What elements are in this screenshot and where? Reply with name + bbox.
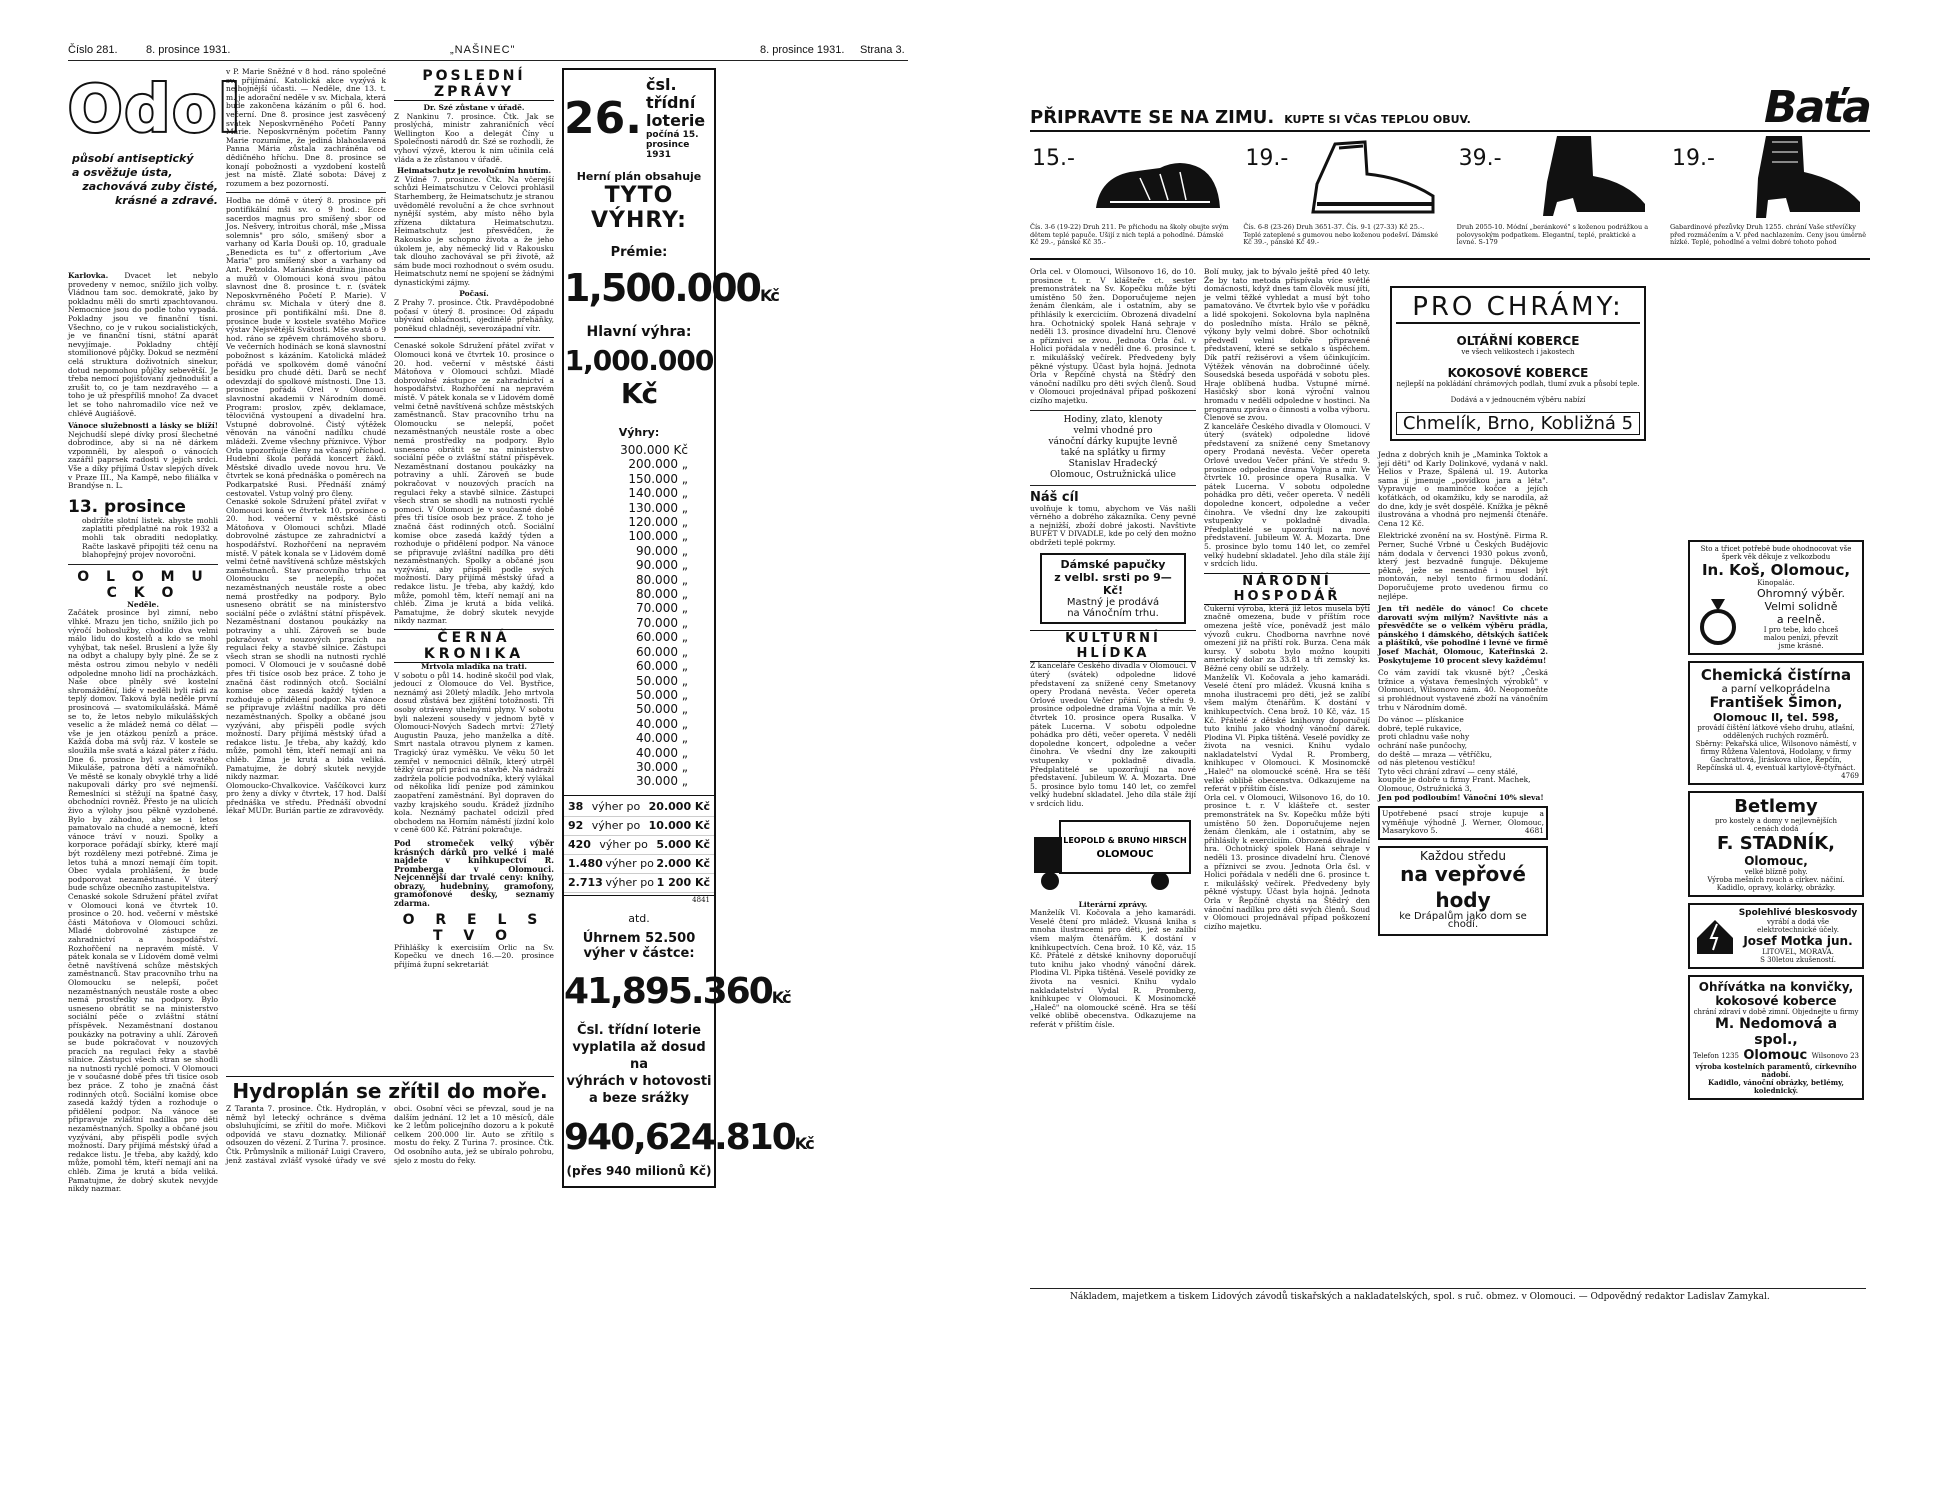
damske-l1: Dámské papučky bbox=[1060, 558, 1166, 572]
pro-chramy-ad bbox=[1390, 286, 1646, 441]
damske-l2: z velbl. srsti po 9— Kč! bbox=[1054, 571, 1172, 598]
kos-l2: Velmi solidně bbox=[1764, 600, 1838, 613]
kulturni-hlidka-title: KULTURNÍ HLÍDKA bbox=[1030, 630, 1196, 662]
kos-name: In. Koš, Olomouc, bbox=[1701, 561, 1851, 579]
ohrivatka-t5: Olomouc bbox=[1743, 1048, 1808, 1063]
church-text-more: Cenaské sokole Sdružení přátel zvířat v Olomouci koná ve čtvrtek 10. prosince o 20. hod. večerní v městské části Mátoňova v Olomouci schůzi. Mladé dobrovolné zástupce ze zahradnictví a hospodářství. Rozhořčení na nepravém místě. V pátek konala se v Lidovém domě velmi četně navštívená schůze městských zaměstnanců. Stav pracovního trhu na Olomoucku se nelepší, počet nezaměstnaných neustále roste a obec nemá prostředky na podpory. Bylo usneseno obrátit se na ministerstvo sociální péče o zvláštní státní příspěvek. Nezaměstnaní dostanou poukázky na potraviny a uhlí. Zároveň se bude pokračovat v nouzových pracích na regulaci řeky a stavbě silnice. Zástupci všech stran se shodli na nutnosti rychlé pomoci. V Olomouci je v současné době přes tři tisíce osob bez práce. Z toho je značná část rodinných otců. Sociální komise obce zasedá každý týden a rozhoduje o přidělení podpor. Na vánoce se připravuje zvláštní nadílka pro děti nezaměstnaných. Spolky a občané jsou vyzýváni, aby přispěli podle svých možností. Dary přijímá městský úřad a redakce listu. Je třeba, aby každý, kdo může, pomohl těm, kteří nemají ani na chléb. Zima je krutá a bída veliká. Pamatujme, že dobrý skutek nevyjde nikdy nazmar. bbox=[226, 497, 386, 782]
prize-row-text: výher po bbox=[591, 799, 641, 813]
house-lightning-icon bbox=[1693, 914, 1737, 958]
vanoce-head: Vánoce služebnosti a lásky se blíží! bbox=[68, 421, 218, 431]
col3-text bbox=[1378, 451, 1548, 936]
karlovka-text: Dvacet let nebylo provedeny v nemoc, snížilo jich volby. Vládnou tam soc. demokraté, jako by pokladnu měli do smrti zpachtovanou. Nemocnice jsou do podle toho vypadá. Pokladny jsou ve finanční tísni. Všechno, co je v rukou socialistických, je ve finanční tísni, státní aparát nevyjímaje. Pokladny chtějí stomilionové půjčky. Dokud se nezmění celá struktura doživotních sinekur, dotud nepomohou půjčky sebevětší. Je třeba nemocí pojištovaní zjednodušit a zrušit to, co je tam nezdravého — a toho je už přespříliš mnoho! Za dvacet let se toho nahromadilo více než ve chlévě Augiášově. bbox=[68, 271, 218, 418]
betlemy-t6: velké blízně pohy. bbox=[1744, 868, 1808, 876]
lottery-hlavni-label: Hlavní výhra: bbox=[586, 324, 692, 340]
do-vanoc-line-9: Olomouc, Ostružnická 3, bbox=[1378, 783, 1472, 793]
prize-item: 30.000 „ bbox=[635, 774, 688, 789]
simon-t2: a parní velkoprádelna bbox=[1721, 684, 1831, 695]
prize-item: 50.000 „ bbox=[635, 673, 688, 688]
ohrivatka-t3: chrání zdraví v době zimní. Objednejte u firmy bbox=[1693, 1008, 1859, 1016]
prize-item: 130.000 „ bbox=[628, 500, 688, 515]
prize-item: 40.000 „ bbox=[635, 716, 688, 731]
col2-text-more: Z kanceláře Českého divadla v Olomouci. V úterý (svátek) odpoledne lidové představení za snížené ceny Smetanovy opery Prodaná nevěsta. Večer opereta Orlové uvedou Večer přání. Ve středu 9. prosince odpoledne drama Vojna a mír. Ve čtvrtek 10. prosince opera Rusalka. V pátek Lucerna. V sobotu odpoledne pohádka pro děti, večer opereta. V neděli dopoledne koncert, odpoledne a večer činohra. Ve všední dny lze zakoupiti vstupenky v pokladně divadla. Předplatitelé se upozorňují na nové představení. Jubileum W. A. Mozarta. Dne 5. prosince bylo tomu 140 let, co zemřel velký hudební skladatel. Jeho díla stále žijí v srdcích lidu. bbox=[1204, 421, 1370, 569]
kos-ad bbox=[1688, 540, 1864, 655]
right-page bbox=[1010, 0, 1958, 1500]
prize-item: 30.000 „ bbox=[635, 759, 688, 774]
snow-boot-icon bbox=[1305, 134, 1441, 222]
betlemy-t2: pro kostely a domy v nejlevnějších bbox=[1714, 817, 1838, 825]
pro-chramy-title: PRO CHRÁMY: bbox=[1396, 292, 1640, 324]
kos-l6: jsme krásné. bbox=[1778, 642, 1824, 650]
church-text-b: Hodba ne dómě v úterý 8. prosince při pontifikální mši sv. o 9 hod.: Ecce sacerdos magnus pro smíšený sbor od Jos. Nešvery, introitus chorál, mše „Missa solemnis" pro sólo, smíšený sbor a varhany od Karla Douši op. 10, graduale „Benedicta es tu" z offertorium „Ave Maria" pro smíšený sbor a varhany od Ant. Petzolda. Mariánské družina jinocha a mužů v Olomouci koná svou pátou slavnost dne 8. prosince t. r. (svátek Neposkvrněného Početí P. Marie). V chrámu sv. Michala v úterý dne 8. prosince při pontifikální mši. Dne 8. prosince bude v kostele svatého Mořice výstav Nejsvětější Svátosti. Mše svatá o 9 hod. ráno se zpěvem chrámového sboru. Ve večerních hodinách se koná slavnostní pobožnost s kázáním. Katolická mládež pořádá ve spolkovém domě vánoční besídku pro chudé děti. Darů se nechť odevzdají do spolkové místnosti. Dne 13. prosince pořádá Orel v Olomouci slavnostní akademii v Národním domě. Program: proslov, zpěv, deklamace, tělocvičná vystoupení a divadelní hra. Vstupné dobrovolné. Čistý výtěžek věnován na vánoční nadílku chudé mládeži. Zveme všechny příznivce. Výbor Orla upozorňuje členy na včasný příchod. Hudební škola pořádá koncert žáků. Městské divadlo uvede novou hru. Ve čtvrtek se koná přednáška o poměrech na Podkarpatské Rusi. Přednáší známý cestovatel. Vstup volný pro členy. bbox=[226, 196, 386, 498]
cerna-head: Mrtvola mladíka na trati. bbox=[421, 662, 527, 672]
prize-item: 150.000 „ bbox=[628, 471, 688, 486]
prize-row-count: 92 bbox=[568, 818, 584, 832]
betlemy-t4: F. STADNÍK, bbox=[1716, 833, 1836, 854]
pro-chramy-l4: nejlepší na pokládání chrámových podlah, tlumí zvuk a působí teple. bbox=[1396, 380, 1640, 388]
issue-date: 8. prosince 1931. bbox=[146, 44, 231, 56]
left-column-3 bbox=[394, 68, 554, 1068]
do-vanoc-line-5: do deště — mraza — větříčku, bbox=[1378, 749, 1493, 759]
prize-row-amount: 20.000 Kč bbox=[648, 799, 710, 813]
kulturni-text: Z kanceláře Českého divadla v Olomouci. V úterý (svátek) odpoledne lidové představení za snížené ceny Smetanovy opery Prodaná nevěsta. Večer opereta Orlové uvedou Večer přání. Ve středu 9. prosince odpoledne drama Vojna a mír. Ve čtvrtek 10. prosince opera Rusalka. V pátek Lucerna. V sobotu odpoledne pohádka pro děti, večer opereta. V neděli dopoledne koncert, odpoledne a večer činohra. Ve všední dny lze zakoupiti vstupenky v pokladně divadla. Předplatitelé se upozorňují na nové představení. Jubileum W. A. Mozarta. Dne 5. prosince bylo tomu 140 let, co zemřel velký hudební skladatel. Jeho díla stále žijí v srdcích lidu. bbox=[1030, 661, 1196, 808]
prize-row bbox=[564, 836, 714, 855]
prize-item: 60.000 „ bbox=[635, 630, 688, 645]
col2-text-literarni: Manželík Vl. Kočovala a jeho kamarádi. Veselé čtení pro mládež. Vkusná kniha s mnoha ilustracemi pro děti, jež se zalíbí všem malým čtenářům. K dostání v knihkupectvích. Cena brož. 10 Kč, váz. 15 Kč. Přátelé z dětské knihovny doporučují tuto knihu jako vhodný vánoční dárek. Plodina Vl. Pipka tištěná. Veselé povídky ze života na vesnici. Knihu vydalo nakladatelství Vydal R. Promberg, knihkupec v Olomouci. K Mosinomckě „Haleč" na olomoucké scéně. Hra se těší velké oblibě obecenstva. Odkazujeme na referát v příštím čísle. bbox=[1204, 672, 1370, 794]
pro-chramy-l5: Dodává a v jednoucném výběru nabízí bbox=[1450, 396, 1586, 404]
prize-item: 90.000 „ bbox=[635, 543, 688, 558]
nas-cil-text: uvolňuje k tomu, abychom ve Vás našli věrného a dobrého zákazníka. Ceny pevné a nejnižší, zboží dobré jakosti. Navštivte BUFET V DIVADLE, kde po celý den možno obdržeti teplé pokrmy. bbox=[1030, 503, 1196, 547]
lottery-total: 41,895.360 bbox=[564, 970, 772, 1012]
vepr-l1: Každou středu bbox=[1420, 848, 1506, 863]
ohrivatka-t6: Telefon 1235 bbox=[1693, 1051, 1740, 1060]
literarni-head: Literární zprávy. bbox=[1078, 899, 1148, 909]
prize-item: 140.000 „ bbox=[628, 486, 688, 501]
prize-item: 50.000 „ bbox=[635, 702, 688, 717]
simon-t3: František Šimon, bbox=[1709, 695, 1843, 711]
prize-item: 60.000 „ bbox=[635, 659, 688, 674]
kos-sub: Kinopalác. bbox=[1757, 579, 1795, 587]
ring-icon bbox=[1693, 589, 1743, 649]
lottery-prize-list bbox=[564, 443, 714, 789]
bata-desc-4: Gabardinové přezůvky Druh 1255. chrání Vaše střevíčky před rozmáčením a V. před nachlazením. Ceny jsou úměrně nízké. Teplé, pohodlné a velmi dobré tohoto pohod bbox=[1669, 223, 1867, 246]
damske-l3: Mastný je prodává bbox=[1066, 597, 1160, 609]
prize-item: 120.000 „ bbox=[628, 515, 688, 530]
prize-row-text: výher po bbox=[605, 875, 654, 889]
prize-row-text: výher po bbox=[605, 856, 654, 870]
olomucko-title: O L O M U C K O bbox=[77, 568, 209, 601]
odol-line-4: krásné a zdravé. bbox=[114, 194, 218, 207]
col2-text: Bolí muky, jak to bývalo ještě před 40 lety. Že by tato metoda přispívala více světlé domácnosti, když dnes tam člověk musí jíti, je velmi těžké vyhledat a musí být toho pamatováno. Ve čtvrtek bylo vše v pořádku a lidé spokojeni. Sokolovna byla naplněna do posledního místa. Hrálo se pěkně, výkony byly velmi dobré. Sbor ochotníků předvedl velmi dobře připravené představení, které se setkalo s úspěchem. Dík patří režisérovi a všem účinkujícím. Výtěžek věnován na dobročinné účely. Sousedská beseda uspořádá v sobotu ples. Hraje oblíbená hudba. Vstupné mírné. Hasičský sbor koná výroční valnou hromadu v neděli odpoledne v hostinci. Na programu zpráva o činnosti a volba výboru. Členové se zvou. bbox=[1204, 267, 1370, 423]
col2-text-end: Orla cel. v Olomouci, Wilsonovo 16, do 10. prosince t. r. V klášteře ct. sester premonstrátek na Sv. Kopečku může býti umístěno 50 žen. Doporučujeme nejen ženám členkám, ale i ostatním, aby se přihlásily k exerciciím. Obrozená divadelní hra. Ochotnický spolek Haná sehraje v neděli 13. prosince divadelní hru. Členové a příznivci se zvou. Jednota Orla čsl. v Holici pořádala v neděli dne 6. prosince t. r. mikulášský večírek. Předvedeny byly pěkné výstupy. Účast byla hojná. Jednota Orla v Řepčíně chystá na Štědrý den vánoční nadílku pro děti svých členů. Soud v Olomouci projednával případ poškození cizího majetku. bbox=[1204, 792, 1370, 931]
poem-line-1: Hodiny, zlato, klenoty bbox=[1063, 414, 1163, 425]
orelstvo-text: Přihlášky k exercisiím Orlic na Sv. Kopečku ve dnech 16.—20. prosince přijímá župní sekretariát bbox=[394, 942, 554, 969]
bata-shoe-3 bbox=[1457, 132, 1657, 247]
narodni-hospodar-title: NÁRODNÍ HOSPODÁŘ bbox=[1204, 573, 1370, 605]
lottery-footer-3: výhrách v hotovosti bbox=[566, 1073, 712, 1089]
prize-row bbox=[564, 798, 714, 817]
olomucko-text-2: Cenaské sokole Sdružení přátel zvířat v Olomouci koná ve čtvrtek 10. prosince o 20. hod. večerní v městské části Mátoňova v Olomouci schůzi. Mladé dobrovolné zástupce ze zahradnictví a hospodářství. Rozhořčení na nepravém místě. V pátek konala se v Lidovém domě velmi četně navštívená schůze městských zaměstnanců. Stav pracovního trhu na Olomoucku se nelepší, počet nezaměstnaných neustále roste a obec nemá prostředky na podpory. Bylo usneseno obrátit se na ministerstvo sociální péče o zvláštní státní příspěvek. Nezaměstnaní dostanou poukázky na potraviny a uhlí. Zároveň se bude pokračovat v nouzových pracích na regulaci řeky a stavbě silnice. Zástupci všech stran se shodli na nutnosti rychlé pomoci. V Olomouci je v současné době přes tři tisíce osob bez práce. Z toho je značná část rodinných otců. Sociální komise obce zasedá každý týden a rozhoduje o přidělení podpor. Na vánoce se připravuje zvláštní nadílka pro děti nezaměstnaných. Spolky a občané jsou vyzýváni, aby přispěli podle svých možností. Dary přijímá městský úřad a redakce listu. Je třeba, aby každý, kdo může, pomohl těm, kteří nemají ani na chléb. Zima je krutá a bída veliká. Pamatujme, že dobrý skutek nevyjde nikdy nazmar. bbox=[68, 892, 218, 1194]
prize-row-text: výher po bbox=[599, 837, 648, 851]
do-vanoc-line-7: Tyto věci chrání zdraví — ceny stálé, bbox=[1378, 766, 1518, 776]
lottery-premie-kc: Kč bbox=[759, 286, 778, 305]
lottery-footer-1: Čsl. třídní loterie bbox=[577, 1022, 701, 1038]
bata-price-2: 19.- bbox=[1245, 146, 1289, 171]
left-column-2 bbox=[226, 68, 386, 1068]
prize-item: 80.000 „ bbox=[635, 587, 688, 602]
poem-line-6: Olomouc, Ostružnická ulice bbox=[1050, 469, 1176, 480]
co-jste-text: Co vám zavídí tak vkusně být? „Česká tržnice a výstava řemeslných výrobků" v Olomouci, Wilsonovo nám. 40. Neopomeňte si prohlédnout vystavené zboží na vánočním trhu v Národním domě. bbox=[1378, 668, 1548, 712]
prize-row-text: výher po bbox=[591, 818, 641, 832]
jen-text: Jen tři neděle do vánoc! Co chcete darovati svým milým? Navštivte nás a přesvědčte se o velkém výběru prádla, pánského i dámského, dětských šatiček a pláštíků, vše pohodlné i levné ve firmě Josef Machát, Olomouc, Kateřinská 2. Poskytujeme 10 procent slevy každému! bbox=[1378, 604, 1548, 665]
gabardine-boot-icon bbox=[1732, 132, 1868, 222]
news3-text: Z Prahy 7. prosince. Čtk. Pravděpodobné počasí v úterý 8. prosince: Od západu ubývání oblačnosti, ojedinělé přeháňky, poněkud chladněji, severozápadní vítr. bbox=[394, 298, 554, 333]
pro-chramy-l3: KOKOSOVÉ KOBERCE bbox=[1447, 366, 1589, 380]
prize-row-count: 420 bbox=[568, 837, 591, 851]
simon-t4: Olomouc II, tel. 598, bbox=[1713, 711, 1839, 724]
betlemy-t8: Kadidlo, opravy, kolárky, obrázky. bbox=[1716, 884, 1836, 892]
posledni-zpravy-title: POSLEDNÍ ZPRÁVY bbox=[394, 68, 554, 101]
do-vanoc-line-2: dobré, teplé rukavice, bbox=[1378, 723, 1462, 733]
kos-l5: malou penízi, převzít bbox=[1763, 634, 1839, 642]
pro-chramy-l6: Chmelík, Brno, Kobližná 5 bbox=[1396, 412, 1640, 435]
vepr-l3: ke Drápalům jako dom se chodí. bbox=[1399, 910, 1527, 931]
lottery-plan: Herní plán obsahuje bbox=[576, 170, 702, 183]
bata-price-1: 15.- bbox=[1032, 146, 1075, 171]
vanoce-text: Nejchudší slepé dívky prosí šlechetné dobrodince, aby si na ně dárkem vzpomněli, by alespoň o vánocích zazářil paprsek radosti v jejich srdci. Vše a díky přijímá Ústav slepých dívek v Praze III., Na Kampě, nebo filiálka v Brandýse n. L. bbox=[68, 429, 218, 491]
bata-ad bbox=[1030, 82, 1870, 260]
bata-shoe-2 bbox=[1243, 132, 1443, 247]
truck-sign: LEOPOLD & BRUNO HIRSCH bbox=[1063, 835, 1187, 845]
damske-papucky-ad bbox=[1040, 553, 1186, 624]
prize-item: 100.000 „ bbox=[628, 529, 688, 544]
prosinec-head: 13. prosince bbox=[68, 496, 186, 517]
do-vanoc-line-3: proti chladnu vaše nohy bbox=[1378, 732, 1470, 742]
news1-head: Dr. Szé zůstane v úřadě. bbox=[423, 103, 525, 112]
simon-ad bbox=[1688, 661, 1864, 785]
high-boot-icon bbox=[1517, 132, 1653, 222]
orla-text: Orla cel. v Olomouci, Wilsonovo 16, do 10. prosince t. r. V klášteře ct. sester premonstrátek na Sv. Kopečku může býti umístěno 50 žen. Doporučujeme nejen ženám členkám, ale i ostatním, aby se přihlásily k exerciciím. Obrozená divadelní hra. Ochotnický spolek Haná sehraje v neděli 13. prosince divadelní hru. Členové a příznivci se zvou. Jednota Orla čsl. v Holici pořádala v neděli dne 6. prosince t. r. mikulášský večírek. Předvedeny byly pěkné výstupy. Účast byla hojná. Jednota Orla v Řepčíně chystá na Štědrý den vánoční nadílku pro děti svých členů. Soud v Olomouci projednával případ poškození cizího majetku. bbox=[1030, 267, 1196, 405]
col3-text-body: Jedna z dobrých knih je „Maminka Toktok a její děti" od Karly Dolinkové, vydaná v nakl. Helios v Praze, Spálená ul. 19. Autorka sama jí jmenuje „povídkou jara a léta". Vypravuje o maminčce kočce a jejích koťátkách, od okamžiku, kdy se narodila, až do dne, kdy je svět dospělé. Knížka je pěkně ilustrována a vhodná pro nejmenší čtenáře. Cena 12 Kč. bbox=[1378, 450, 1548, 528]
simon-t5: provádí čištění látkové všeho druhu, atlašní, oddělených ruchých rozměrů. bbox=[1697, 724, 1855, 740]
prize-item: 90.000 „ bbox=[635, 558, 688, 573]
prize-row-count: 1.480 bbox=[568, 856, 603, 870]
bata-desc-2: Čís. 6-8 (23-26) Druh 3651-37. Čís. 9-1 (27-33) Kč 25.-. Teplé zateplené s gumovou nebo koženou podešví. Dámské Kč 39.-, pánské Kč 49.- bbox=[1243, 223, 1439, 246]
lottery-ad bbox=[562, 68, 813, 1188]
hydroplan-text: Z Taranta 7. prosince. Čtk. Hydroplán, v němž byl letecký ochránce s dvěma obsluhujícími, se zřítil do moře. Mičkovi odpovídá ve stavu doznatky. Milionář odsouzen do vězení. Z Turina 7. prosince. Čtk. Průmyslník a milionář Luigi Cravero, jenž zastával zvlášť vysoké úřady ve své obci. Osobní věci se převzal, soud je na dalším jednání. 12 let a 10 měsíců, dále ke 2 letům policejního dozoru a k pokutě celkem 200.000 lir. Auto se zřítilo s mostu do řeky. Z Turina 7. prosince. Čtk. Od osobního auta, jež se ubíralo pohrobu, sjelo z mostu do řeky. bbox=[226, 1104, 554, 1165]
do-vanoc-line-10: Jen pod podloubím! Vánoční 10% sleva! bbox=[1378, 792, 1544, 802]
ohrivatka-t4: M. Nedomová a spol., bbox=[1714, 1016, 1838, 1048]
prize-item: 40.000 „ bbox=[635, 731, 688, 746]
betlemy-t7: Výroba mešních rouch a církev. náčiní. bbox=[1707, 876, 1845, 884]
bata-desc-3: Druh 2055-10. Módní „beránkové" s koženou podrážkou a polovysokým podpatkem. Elegantní, teplé, praktické a levné. S-179 bbox=[1456, 223, 1649, 246]
ohrivatka-t9: Kadidlo, vánoční obrázky, betlémy, kolednický. bbox=[1708, 1078, 1844, 1095]
motka-t5: S 30letou zkušeností. bbox=[1760, 956, 1836, 964]
slipper-icon bbox=[1090, 138, 1226, 222]
lottery-paid-note: (přes 940 milionů Kč) bbox=[566, 1163, 712, 1178]
truck-sub: OLOMOUC bbox=[1096, 848, 1154, 860]
ohrivatka-t2: kokosové koberce bbox=[1715, 994, 1837, 1008]
poem-line-5: Stanislav Hradecký bbox=[1068, 458, 1158, 469]
page-footer: Nákladem, majetkem a tiskem Lidových závodů tiskařských a nakladatelských, spol. s ruč. obmez. v Olomouci. — Odpovědný redaktor Ladislav Zamykal. bbox=[1070, 1292, 1770, 1302]
lottery-number: 26. bbox=[564, 92, 642, 144]
prize-row-amount: 1 200 Kč bbox=[656, 875, 710, 889]
do-vanoc-poem bbox=[1378, 716, 1548, 802]
karlovka-article bbox=[68, 272, 218, 418]
kos-t1: Sto a třicet potřebě bude ohodnocovat vše šperk věk děkuje z velkozbodu bbox=[1700, 545, 1852, 561]
prize-row-count: 38 bbox=[568, 799, 584, 813]
right-column-2 bbox=[1204, 268, 1370, 1268]
motka-ad bbox=[1688, 903, 1864, 969]
lottery-footer-4: a beze srážky bbox=[589, 1090, 689, 1106]
news3-head: Počasí. bbox=[459, 289, 489, 299]
church-text-a: v P. Marie Sněžné v 8 hod. ráno společné sv. přijímání. Katolická akce vyzývá k nejhojnější účasti. — Neděle, dne 13. t. m. je adorační neděle v sv. Michala, která bude zakončena kázáním o půl 6. hod. večerní. Dne 8. prosince jest zasvěcený svátek Neposkvrněného Početí Panny Marie. Neposkvrněným početím Panny Marie rozumíme, že jediná blahoslavená Panna Mária zůstala zachráněna od dědičného hříchu. Dne 8. prosince se konají pobožnosti a vyzdobení kostelů jest na místě. Zlaté sobota: Dávej z rozumem a bez pozorností. bbox=[226, 67, 386, 188]
odol-line-3: zachovává zuby čisté, bbox=[82, 180, 218, 193]
misc-news-text: Cenaské sokole Sdružení přátel zvířat v Olomouci koná ve čtvrtek 10. prosince o 20. hod. večerní v městské části Mátoňova v Olomouci schůzi. Mladé dobrovolné zástupce ze zahradnictví a hospodářství. Rozhořčení na nepravém místě. V pátek konala se v Lidovém domě velmi četně navštívená schůze městských zaměstnanců. Stav pracovního trhu na Olomoucku se nelepší, počet nezaměstnaných neustále roste a obec nemá prostředky na podpory. Bylo usneseno obrátit se na ministerstvo sociální péče o zvláštní státní příspěvek. Nezaměstnaní dostanou poukázky na potraviny a uhlí. Zároveň se bude pokračovat v nouzových pracích na regulaci řeky a stavbě silnice. Zástupci všech stran se shodli na nutnosti rychlé pomoci. V Olomouci je v současné době přes tři tisíce osob bez práce. Z toho je značná část rodinných otců. Sociální komise obce zasedá každý týden a rozhoduje o přidělení podpor. Na vánoce se připravuje zvláštní nadílka pro děti nezaměstnaných. Spolky a občané jsou vyzýváni, aby přispěli podle svých možností. Dary přijímá městský úřad a redakce listu. Je třeba, aby každý, kdo může, pomohl těm, kteří nemají ani na chléb. Zima je krutá a bída veliká. Pamatujme, že dobrý skutek nevyjde nikdy nazmar. bbox=[394, 341, 554, 626]
cerna-text: V sobotu o půl 14. hodině skočil pod vlak, jedoucí z Olomouce do Vel. Bystřice, neznámý asi 20letý mladík. Jeho mrtvola dosud zůstává bez zjištění totožnosti. Tři osoby otráveny uhelnými plyny. V sobotu byli nalezeni sousedy v jednom bytě v Olomouci-Nových Sadech mrtví: 27letý Augustin Pauza, jeho manželka a dítě. Smrt nastala otravou plynem z kamen. Tragický úraz vyměšku. Ve věku 50 let zemřel v nemocnici dělník, který utrpěl těžký úraz při práci na stavbě. Na nádraží zadržela policie podvodníka, který vylákal od několika lidí peníze pod záminkou zaopatření zaměstnání. Byl dopraven do vazby krajského soudu. Krádež jízdního kola. Neznámý pachatel odcizil před obchodem na Horním náměstí jízdní kolo v ceně 600 Kč. Pátrání pokračuje. bbox=[394, 670, 554, 835]
lottery-code: 4841 bbox=[692, 895, 710, 904]
prize-row bbox=[564, 874, 714, 893]
prize-item: 300.000 Kč bbox=[620, 443, 688, 457]
lottery-atd: atd. bbox=[628, 911, 650, 925]
upozorneni-code: 4681 bbox=[1524, 826, 1544, 836]
orelstvo-title: O R E L S T V O bbox=[402, 911, 546, 944]
prize-row-count: 2.713 bbox=[568, 875, 603, 889]
kos-l3: a reelně. bbox=[1776, 613, 1826, 626]
lottery-prize-rows bbox=[564, 795, 714, 896]
bata-logo: Baťa bbox=[1764, 82, 1870, 133]
prize-row bbox=[564, 855, 714, 874]
pro-chramy-l2: ve všech velikostech i jakostech bbox=[1461, 348, 1575, 356]
hodiny-poem bbox=[1030, 415, 1196, 481]
bata-title: PŘIPRAVTE SE NA ZIMU. bbox=[1030, 107, 1275, 128]
paper-name: „NAŠINEC" bbox=[450, 44, 516, 56]
ohrivatka-t1: Ohřívátka na konvičky, bbox=[1698, 980, 1854, 994]
karlovka-head: Karlovka. bbox=[68, 271, 109, 280]
pro-chramy-l1: OLTÁŘNÍ KOBERCE bbox=[1456, 334, 1580, 348]
stromek-text: Pod stromeček velký výběr krásných dárků pro velké i malé najdete v knihkupectví R. Promberga v Olomouci. Nejcennější dar trvalé ceny: knihy, obrazy, hudebniny, gramofony, gramofonové desky, seznamy zdarma. bbox=[394, 837, 554, 909]
odol-line-1: působí antiseptický bbox=[72, 152, 194, 165]
lottery-tyto: TYTO VÝHRY: bbox=[591, 183, 687, 233]
motka-t3: Josef Motka jun. bbox=[1743, 934, 1853, 948]
motka-t2: vyrábí a dodá vše elektrotechnické účely. bbox=[1757, 918, 1839, 934]
lottery-hlavni: 1,000.000 Kč bbox=[564, 344, 714, 410]
motka-t1: Spolehlivé bleskosvody bbox=[1738, 908, 1858, 918]
issue-number: Číslo 281. bbox=[68, 44, 118, 56]
simon-t1: Chemická čistírna bbox=[1700, 666, 1852, 684]
poem-line-3: vánoční dárky kupujte levně bbox=[1048, 436, 1178, 447]
prize-row bbox=[564, 817, 714, 836]
ohrivatka-t8: výroba kostelních paramentů, církevního nádobí. bbox=[1695, 1062, 1857, 1079]
prize-item: 80.000 „ bbox=[635, 572, 688, 587]
cerna-kronika-title: ČERNÁ KRONIKA bbox=[394, 629, 554, 663]
poem-line-2: velmi vhodné pro bbox=[1073, 425, 1153, 436]
kos-l1: Ohromný výběr. bbox=[1756, 587, 1846, 600]
do-vanoc-line-6: od nás pletenou vestičku! bbox=[1378, 758, 1476, 768]
simon-t6: Sběrny: Pekařská ulice, Wilsonovo náměstí, v firmy Růžena Valentová, Hodolany, v firmy Gachrattová, Jiráskova ulice, Řepčín, Repčínská ul. 4, eventuál kartylově-čtyřnáct. bbox=[1695, 740, 1857, 772]
lottery-premie: 1,500.000 bbox=[564, 266, 760, 310]
right-column-1 bbox=[1030, 268, 1196, 1268]
ohrivatka-ad bbox=[1688, 975, 1864, 1100]
prize-row-amount: 10.000 Kč bbox=[648, 818, 710, 832]
lottery-uhrnem: Úhrnem 52.500 výher v částce: bbox=[582, 930, 696, 961]
literarni-text: Manželík Vl. Kočovala a jeho kamarádi. Veselé čtení pro mládež. Vkusná kniha s mnoha ilustracemi pro děti, jež se zalíbí všem malým čtenářům. K dostání v knihkupectvích. Cena brož. 10 Kč, váz. 15 Kč. Přátelé z dětské knihovny doporučují tuto knihu jako vhodný vánoční dárek. Plodina Vl. Pipka tištěná. Veselé povídky ze života na vesnici. Knihu vydalo nakladatelství Vydal R. Promberg, knihkupec v Olomouci. K Mosinomckě „Haleč" na olomoucké scéně. Hra se těší velké oblibě obecenstva. Odkazujeme na referát v příštím čísle. bbox=[1030, 908, 1196, 1029]
bata-shoe-4 bbox=[1670, 132, 1870, 247]
vepr-l2: na vepřové hody bbox=[1400, 861, 1526, 912]
do-vanoc-line-1: Do vánoc — plískanice bbox=[1378, 715, 1464, 725]
bata-subtitle: KUPTE SI VČAS TEPLOU OBUV. bbox=[1284, 113, 1471, 126]
prize-row-amount: 2.000 Kč bbox=[656, 856, 710, 870]
lottery-premie-label: Prémie: bbox=[610, 245, 668, 260]
lottery-line2: počíná 15. prosince 1931 bbox=[645, 130, 699, 160]
do-vanoc-line-8: koupíte je dobře u firmy Frant. Machek, bbox=[1378, 775, 1531, 785]
lottery-footer-2: vyplatila až dosud na bbox=[572, 1039, 706, 1072]
bata-price-3: 39.- bbox=[1458, 146, 1502, 171]
upozorneni-ad bbox=[1378, 806, 1548, 840]
bata-shoes bbox=[1030, 130, 1870, 247]
simon-code: 4769 bbox=[1841, 772, 1859, 780]
lottery-paid-kc: Kč bbox=[794, 1133, 813, 1153]
lottery-paid: 940,624.810 bbox=[564, 1116, 795, 1158]
vanoce-article bbox=[68, 422, 218, 491]
prosinec-text: obdržíte slotní listek. abyste mohli zaplatiti předplatné na rok 1932 a mohli tak obraditi nedoplatky. Račte laskavě připojiti též cenu na blahopřejný projev novoročni. bbox=[82, 515, 218, 560]
prize-row-amount: 5.000 Kč bbox=[656, 837, 710, 851]
narodni-text: Cukerní výroba, která již letos musela býti značně omezena, bude v příštím roce omezena ještě více, poněvadž jest málo vývozů cukru. Chodborna navrhne nové omezení již na příští rok. Burza. Cena mák kursy. V sobotu bylo možno koupiti americký dolar za 33.81 a tři zemský ks. Běžné ceny obilí se udržely. bbox=[1204, 603, 1370, 673]
nedele-head: Neděle. bbox=[127, 599, 159, 609]
hydroplan-article bbox=[226, 1076, 554, 1189]
right-column-3 bbox=[1378, 268, 1658, 1268]
betlemy-t5: Olomouc, bbox=[1744, 854, 1808, 868]
lottery-vyhry-label: Výhry: bbox=[618, 426, 660, 439]
left-column-1 bbox=[68, 68, 243, 1194]
prize-item: 200.000 „ bbox=[628, 457, 688, 472]
odol-line-2: a osvěžuje ústa, bbox=[72, 166, 173, 179]
hydroplan-title: Hydroplán se zřítil do moře. bbox=[232, 1079, 548, 1103]
page-number: Strana 3. bbox=[860, 44, 905, 56]
prize-item: 70.000 „ bbox=[635, 615, 688, 630]
damske-l4: na Vánočním trhu. bbox=[1067, 608, 1159, 620]
issue-date-right: 8. prosince 1931. bbox=[760, 44, 845, 56]
lottery-line1: čsl. třídní loterie bbox=[645, 75, 706, 130]
olomucko-text: Začátek prosince byl zimní, nebo vlhké. Mrazu jen ticho, snížilo jich po výročí bohoslužby, chodilo dva velmi málo lidu do kostelů a kdo se mohl vyhýbat, tak nešel. Bruslení a lyže šly na odbyt a chalupy byly plné. Že se z města ostrou zimou nebylo v neděli odpoledne mnoho lidí na procházkách. Naše obce plněly své kostelní shromáždění, lidé v neděli byli rádi za teplý domov. Taková byla neděle první prosincová — svatomikulášská. Mámě se to, že letos nebylo mikulášských veselic a že mládež nemá co dělat — vše je jen otázkou penízů a práce. Každá doba má svůj ráz. V kostele se sloužila mše svatá a kázal páter z řádu. Dne 6. prosince byl svátek svatého Mikuláše, patrona dětí a námořníků. Ve městě se konaly obvyklé trhy a lidé nakupovali dárky pro své nejmenší. Řemeslníci si stěžují na špatné časy, obchodníci rovněž. Přesto je na ulicích živo a výlohy jsou pěkně vyzdobené. Bylo by záhodno, aby se i letos pamatovalo na chudé a nemocné, kteří vánoce tráví v nouzi. Spolky a korporace pořádají sbírky, které mají být rozděleny mezi potřebné. Zima je letos tuhá a mnozí nemají čím topit. Obec vydala prohlášení, že bude podporovat nezaměstnané. V úterý bude schůze obecního zastupitelstva. bbox=[68, 608, 218, 893]
veprove-hody-ad bbox=[1378, 846, 1548, 936]
do-vanoc-line-4: ochrání naše punčochy, bbox=[1378, 741, 1468, 750]
lottery-total-kc: Kč bbox=[771, 987, 790, 1007]
odol-ad bbox=[68, 68, 243, 268]
prize-item: 60.000 „ bbox=[635, 644, 688, 659]
betlemy-ad bbox=[1688, 791, 1864, 897]
odol-logo: Odol bbox=[68, 68, 218, 152]
elektricke-text: Elektrické zvonění na sv. Hostýně. Firma R. Perner, Suché Vrbné u Českých Budějovic nám dodala v červenci 1930 pokus zvonů, který jest bezvadně funguje. Děkujeme pěkně, ježe se nesnadně i musel být montován, nebyl tento firmou dodání. Doporučujeme proto uvedenou firmu co nejlépe. bbox=[1378, 531, 1548, 601]
prize-item: 40.000 „ bbox=[635, 745, 688, 760]
bata-desc-1: Čís. 3-6 (19-22) Druh 211. Pe přichodu na školy obujte svým dětem teplé papuče. Ušijí z nich teplá a pohodlné. Dámské Kč 29.-, pánské Kč 35.- bbox=[1030, 223, 1229, 246]
right-ads-column bbox=[1688, 540, 1864, 1320]
upozorneni-text: Upotřebené psací stroje kupuje a vyměňuje výhodně J. Werner, Olomouc, Masarykovo 5. bbox=[1382, 809, 1544, 836]
ohrivatka-t7: Wilsonovo 23 bbox=[1811, 1051, 1859, 1060]
prize-item: 50.000 „ bbox=[635, 687, 688, 702]
bata-shoe-1 bbox=[1030, 132, 1230, 247]
betlemy-t3: cenách dodá bbox=[1753, 825, 1799, 833]
truck-illustration bbox=[1030, 815, 1196, 895]
motka-t4: LITOVEL, MORAVA. bbox=[1762, 948, 1834, 956]
news2-head: Heimatschutz je revolučním hnutím. bbox=[396, 166, 552, 176]
prize-item: 70.000 „ bbox=[635, 601, 688, 616]
kos-l4: I pro tebe, kdo chceš bbox=[1763, 626, 1839, 634]
church-text-c: Olomoucko-Chvalkovice. Vaščíkovci kurz pro ženy a dívky v čtvrtek, 17 hod. Další přednáška ve středu. Přednáší obvodní lékař MUDr. Burián partie ze zdravovědy. bbox=[226, 780, 386, 816]
bata-price-4: 19.- bbox=[1671, 146, 1715, 171]
news1-text: Z Nankinu 7. prosince. Čtk. Jak se proslýchá, ministr zahraničních věcí Wellington Koo a delegát Číny u Společnosti národů dr. Szé se rozhodli, že vyhoví výzvě, kterou k nim učinila celá vláda a že zůstanou v úřadě. bbox=[394, 111, 554, 164]
poem-line-4: také na splátky u firmy bbox=[1060, 447, 1166, 458]
nas-cil-head: Náš cíl bbox=[1030, 489, 1079, 505]
betlemy-t1: Betlemy bbox=[1734, 796, 1818, 817]
news2-text: Z Vídně 7. prosince. Čtk. Na včerejší schůzi Heimatschutzu v Celovci prohlásil Starhemberg, že Heimatschutz je stranou uvědomělé revoluční a že chce svrhnout nynější systém, aby místo něho byla zřízena diktatura Heimatschutzu. Heimatschutz jest přesvědčen, že Rakousko je schopno života a že jeho úkolem je, aby německý lid v Rakousku tak dlouho zachovával se při životě, až sám bude moci rozhodnout o svém osudu. Heimatschutz nemí ne spojení se žádnými dynastickými zájmy. bbox=[394, 174, 554, 287]
